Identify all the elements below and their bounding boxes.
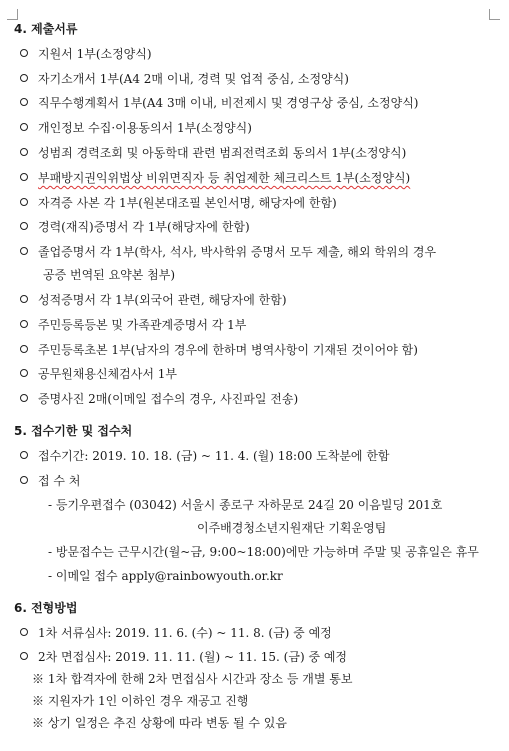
submission-detail-email: - 이메일 접수 apply@rainbowyouth.or.kr [48, 568, 283, 583]
document-page [14, 20, 498, 732]
list-item: 1차 서류심사: 2019. 11. 6. (수) ~ 11. 8. (금) 중 예정 [14, 625, 498, 642]
circle-bullet-icon [20, 295, 28, 303]
selection-list [14, 625, 498, 667]
list-item: 주민등록초본 1부(남자의 경우에 한하며 병역사항이 기재된 것이어야 함) [14, 342, 498, 359]
list-item: 증명사진 2매(이메일 접수의 경우, 사진파일 전송) [14, 391, 498, 408]
submission-detail-mail: - 등기우편접수 (03042) 서울시 종로구 자하문로 24길 20 이음빌딩 201호 [48, 497, 443, 512]
circle-bullet-icon [20, 247, 28, 255]
note-item: ※ 상기 일정은 추진 상황에 따라 변동 될 수 있음 [32, 716, 287, 731]
circle-bullet-icon [20, 476, 28, 484]
section-title-selection: 6. 전형방법 [14, 600, 78, 615]
circle-bullet-icon [20, 222, 28, 230]
list-item: 자기소개서 1부(A4 2매 이내, 경력 및 업적 중심, 소정양식) [14, 71, 498, 88]
circle-bullet-icon [20, 451, 28, 459]
deadline-item: 접수기간: 2019. 10. 18. (금) ~ 11. 4. (월) 18:00 도착분에 한함 [14, 448, 498, 465]
page-corner-mark-right [489, 9, 500, 20]
page-corner-mark-left [7, 9, 18, 20]
list-item: 졸업증명서 각 1부(학사, 석사, 박사학위 증명서 모두 제출, 해외 학위의 경우 공증 번역된 요약본 첨부) [14, 244, 498, 284]
circle-bullet-icon [20, 345, 28, 353]
circle-bullet-icon [20, 98, 28, 106]
list-item: 2차 면접심사: 2019. 11. 11. (월) ~ 11. 15. (금) 중 예정 [14, 649, 498, 666]
list-item: 공무원채용신체검사서 1부 [14, 366, 498, 383]
list-item: 주민등록등본 및 가족관계증명서 각 1부 [14, 317, 498, 334]
circle-bullet-icon [20, 148, 28, 156]
submission-detail-visit: - 방문접수는 근무시간(월~금, 9:00~18:00)에만 가능하며 주말 및 공휴일은 휴무 [48, 544, 479, 559]
circle-bullet-icon [20, 173, 28, 181]
list-item: 경력(재직)증명서 각 1부(해당자에 한함) [14, 219, 498, 236]
submission-detail-mail-recipient: 이주배경청소년지원재단 기획운영팀 [197, 520, 387, 535]
list-item-continuation: 공증 번역된 요약본 첨부) [43, 268, 176, 283]
place-item: 접 수 처 [14, 473, 498, 490]
list-item: 자격증 사본 각 1부(원본대조필 본인서명, 해당자에 한함) [14, 195, 498, 212]
list-item: 개인정보 수집·이용동의서 1부(소정양식) [14, 120, 498, 137]
circle-bullet-icon [20, 320, 28, 328]
section-title-submission: 5. 접수기한 및 접수처 [14, 424, 133, 439]
list-item: 지원서 1부(소정양식) [14, 46, 498, 63]
circle-bullet-icon [20, 369, 28, 377]
circle-bullet-icon [20, 123, 28, 131]
note-item: ※ 1차 합격자에 한해 2차 면접심사 시간과 장소 등 개별 통보 [32, 672, 353, 687]
circle-bullet-icon [20, 628, 28, 636]
circle-bullet-icon [20, 49, 28, 57]
section-title-documents: 4. 제출서류 [14, 22, 78, 36]
list-item: 직무수행계획서 1부(A4 3매 이내, 비전제시 및 경영구상 중심, 소정양식) [14, 95, 498, 112]
circle-bullet-icon [20, 74, 28, 82]
documents-list [14, 46, 498, 408]
submission-list [14, 448, 498, 490]
note-item: ※ 지원자가 1인 이하인 경우 재공고 진행 [32, 694, 249, 709]
list-item: 성적증명서 각 1부(외국어 관련, 해당자에 한함) [14, 292, 498, 309]
circle-bullet-icon [20, 198, 28, 206]
circle-bullet-icon [20, 394, 28, 402]
list-item: 부패방지권익위법상 비위면직자 등 취업제한 체크리스트 1부(소정양식) [14, 170, 498, 187]
list-item: 성범죄 경력조회 및 아동학대 관련 범죄전력조회 동의서 1부(소정양식) [14, 145, 498, 162]
circle-bullet-icon [20, 652, 28, 660]
